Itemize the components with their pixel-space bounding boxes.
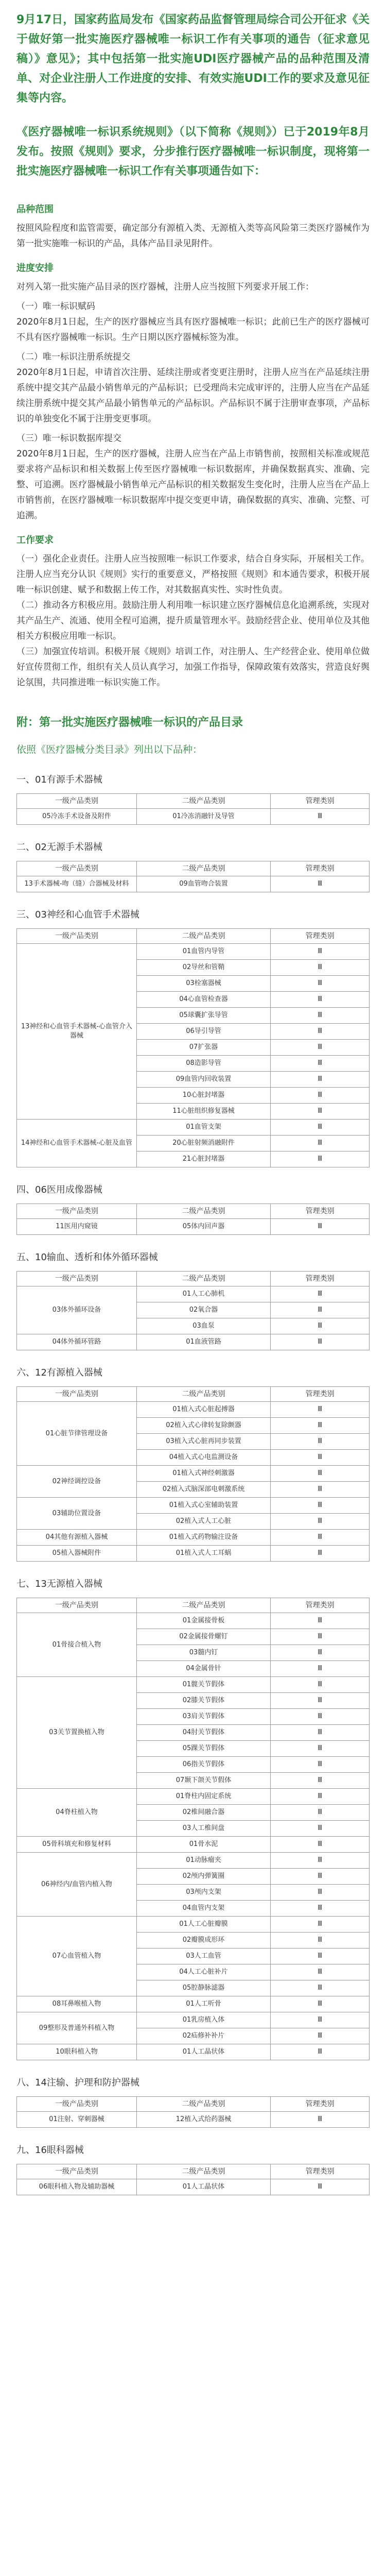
cell-second-category: 09血管内回收装置	[136, 1072, 270, 1088]
cell-management-class: Ⅲ	[271, 1948, 370, 1964]
cell-second-category: 01骨水泥	[136, 1837, 270, 1853]
cell-second-category: 21心脏封堵器	[136, 1151, 270, 1167]
cell-management-class: Ⅲ	[271, 1219, 370, 1235]
appendix-title: 附：第一批实施医疗器械唯一标识的产品目录	[16, 716, 243, 729]
header-management-class: 管理类别	[271, 1598, 370, 1613]
table-row	[17, 1853, 370, 1869]
cell-management-class: Ⅲ	[271, 1901, 370, 1917]
table-row	[17, 1334, 370, 1350]
intro-paragraph-1: 9月17日，国家药监局发布《国家药品监督管理局综合司公开征求《关于做好第一批实施医疗器械唯一标识工作有关事项的通告（征求意见稿）》意见》；其中包括第一批实施UDI医疗器械产品的品种范围及清单、对企业注册人工作进度的安排、有效实施UDI工作的要求及意见征集等内容。	[16, 13, 370, 105]
header-management-class: 管理类别	[271, 1272, 370, 1286]
table-row	[17, 2179, 370, 2195]
cell-management-class: Ⅲ	[271, 1964, 370, 1980]
cell-management-class: Ⅲ	[271, 1853, 370, 1869]
cell-second-category: 02导丝和管鞘	[136, 960, 270, 976]
table-row	[17, 1286, 370, 1302]
cell-second-category: 03人工椎间盘	[136, 1821, 270, 1837]
cell-second-category: 06指关节假体	[136, 1757, 270, 1773]
cell-second-category: 05踝关节假体	[136, 1741, 270, 1757]
cell-second-category: 03栓塞器械	[136, 976, 270, 992]
table-header-row	[17, 1272, 370, 1286]
header-second-category: 二级产品类别	[136, 861, 270, 876]
table-row	[17, 2112, 370, 2128]
table-row	[17, 1677, 370, 1693]
cell-second-category: 04植入式心电监测设备	[136, 1450, 270, 1466]
cell-first-category: 05植入器械附件	[17, 1546, 137, 1562]
schedule-item-2-text: 2020年8月1日起，申请首次注册、延续注册或者变更注册时，注册人应当在产品延续注册系统中提交其产品最小销售单元的产品标识；已受理尚未完成审评的，注册人应当在产品延续注册系统中提交其产品最小销售单元的产品标识。产品标识不属于注册审查事项，产品标识的单独变化不属于注册变更事项。	[16, 367, 370, 424]
cell-management-class: Ⅲ	[271, 960, 370, 976]
cell-management-class: Ⅲ	[271, 809, 370, 825]
cell-management-class: Ⅲ	[271, 1757, 370, 1773]
cell-second-category: 01植入式心室辅助装置	[136, 1498, 270, 1514]
header-second-category: 二级产品类别	[136, 2164, 270, 2179]
cell-second-category: 01髋关节假体	[136, 1677, 270, 1693]
header-management-class: 管理类别	[271, 1204, 370, 1219]
cell-second-category: 01动脉瘤夹	[136, 1853, 270, 1869]
header-management-class: 管理类别	[271, 1387, 370, 1402]
cell-second-category: 01植入式心脏起搏器	[136, 1402, 270, 1418]
cell-first-category: 10眼科植入物	[17, 2044, 137, 2060]
table-row	[17, 1498, 370, 1514]
category-table	[16, 1386, 370, 1562]
cell-second-category: 07颞下颌关节假体	[136, 1773, 270, 1789]
cell-second-category: 03血泵	[136, 1318, 270, 1334]
cell-second-category: 01血管内导管	[136, 944, 270, 960]
cell-first-category: 05骨科填充和修复材料	[17, 1837, 137, 1853]
header-first-category: 一级产品类别	[17, 929, 137, 944]
header-first-category: 一级产品类别	[17, 1387, 137, 1402]
cell-management-class: Ⅲ	[271, 1980, 370, 1996]
cell-management-class: Ⅲ	[271, 1466, 370, 1482]
table-header-row	[17, 1598, 370, 1613]
cell-second-category: 01人工心脏瓣膜	[136, 1917, 270, 1933]
table-header-row	[17, 2164, 370, 2179]
category-title: 四、06医用成像器械	[16, 1184, 102, 1195]
cell-management-class: Ⅲ	[271, 976, 370, 992]
cell-management-class: Ⅲ	[271, 1450, 370, 1466]
category-title: 七、13无源植入器械	[16, 1579, 102, 1589]
category-table	[16, 928, 370, 1167]
table-row	[17, 1530, 370, 1546]
header-second-category: 二级产品类别	[136, 794, 270, 809]
category-table	[16, 2096, 370, 2128]
header-management-class: 管理类别	[271, 2097, 370, 2112]
cell-management-class: Ⅲ	[271, 1677, 370, 1693]
table-row	[17, 1219, 370, 1235]
cell-second-category: 02瓣膜成形环	[136, 1933, 270, 1948]
header-first-category: 一级产品类别	[17, 794, 137, 809]
cell-management-class: Ⅲ	[271, 1418, 370, 1434]
cell-management-class: Ⅲ	[271, 1072, 370, 1088]
header-second-category: 二级产品类别	[136, 1204, 270, 1219]
cell-management-class: Ⅲ	[271, 1334, 370, 1350]
intro-paragraph-2: 《医疗器械唯一标识系统规则》（以下简称《规则》）已于2019年8月发布。按照《规则》要求，分步推行医疗器械唯一标识制度，现将第一批实施医疗器械唯一标识工作有关事项通告如下：	[16, 126, 370, 178]
table-row	[17, 1613, 370, 1629]
cell-second-category: 03人工血管	[136, 1948, 270, 1964]
table-row	[17, 1917, 370, 1933]
cell-management-class: Ⅲ	[271, 2044, 370, 2060]
category-table	[16, 1598, 370, 2060]
header-first-category: 一级产品类别	[17, 1204, 137, 1219]
cell-management-class: Ⅲ	[271, 1514, 370, 1530]
cell-second-category: 03肩关节假体	[136, 1709, 270, 1725]
table-row	[17, 1402, 370, 1418]
header-first-category: 一级产品类别	[17, 1598, 137, 1613]
cell-first-category: 06眼科植入物及辅助器械	[17, 2179, 137, 2195]
cell-second-category: 01人工晶状体	[136, 2044, 270, 2060]
cell-second-category: 02椎间融合器	[136, 1805, 270, 1821]
category-table	[16, 793, 370, 825]
table-row	[17, 1789, 370, 1805]
cell-management-class: Ⅲ	[271, 1869, 370, 1885]
category-table	[16, 861, 370, 892]
cell-second-category: 08造影导管	[136, 1056, 270, 1072]
cell-management-class: Ⅲ	[271, 1008, 370, 1024]
cell-second-category: 01植入式药物输注设备	[136, 1530, 270, 1546]
cell-management-class: Ⅲ	[271, 1821, 370, 1837]
header-management-class: 管理类别	[271, 929, 370, 944]
category-title: 六、12有源植入器械	[16, 1367, 102, 1378]
cell-second-category: 01人工晶状体	[136, 2179, 270, 2195]
cell-management-class: Ⅲ	[271, 1917, 370, 1933]
schedule-item-1-title: （一）唯一标识赋码	[16, 301, 95, 312]
cell-second-category: 20心脏射频消融附件	[136, 1136, 270, 1151]
header-management-class: 管理类别	[271, 861, 370, 876]
cell-second-category: 03颅内支架	[136, 1885, 270, 1901]
cell-first-category: 09整形及普通外科植入物	[17, 2012, 137, 2044]
schedule-item-2-title: （二）唯一标识注册系统提交	[16, 352, 130, 362]
header-first-category: 一级产品类别	[17, 2097, 137, 2112]
cell-first-category: 01心脏节律管理设备	[17, 1402, 137, 1466]
cell-management-class: Ⅲ	[271, 1546, 370, 1562]
cell-second-category: 01人工听骨	[136, 1996, 270, 2012]
cell-management-class: Ⅲ	[271, 1286, 370, 1302]
table-row	[17, 1996, 370, 2012]
cell-second-category: 02金属接骨螺钉	[136, 1629, 270, 1645]
category-table	[16, 1271, 370, 1350]
cell-management-class: Ⅲ	[271, 1056, 370, 1072]
cell-management-class: Ⅲ	[271, 1434, 370, 1450]
cell-second-category: 02植入式脑深部电刺激系统	[136, 1482, 270, 1498]
work-item-2: （二）推动各方积极应用。鼓励注册人利用唯一标识建立医疗器械信息化追溯系统，实现对其产品生产、流通、使用全程可追溯，提升质量管理水平。鼓励经营企业、使用单位及其他相关方积极应用唯一标识。	[16, 600, 370, 641]
cell-management-class: Ⅲ	[271, 1693, 370, 1709]
cell-management-class: Ⅲ	[271, 1482, 370, 1498]
cell-second-category: 02植入式人工心脏	[136, 1514, 270, 1530]
category-table	[16, 2164, 370, 2195]
cell-management-class: Ⅲ	[271, 1318, 370, 1334]
cell-second-category: 01人工心肺机	[136, 1286, 270, 1302]
cell-first-category: 08耳鼻喉植入物	[17, 1996, 137, 2012]
cell-first-category: 04脊柱植入物	[17, 1789, 137, 1837]
category-title: 八、14注输、护理和防护器械	[16, 2077, 139, 2088]
cell-second-category: 02植入式心律转复除颤器	[136, 1418, 270, 1434]
cell-management-class: Ⅲ	[271, 1530, 370, 1546]
cell-second-category: 01乳房植入体	[136, 2012, 270, 2028]
cell-first-category: 02神经调控设备	[17, 1466, 137, 1498]
cell-management-class: Ⅲ	[271, 1024, 370, 1040]
cell-management-class: Ⅲ	[271, 1302, 370, 1318]
cell-management-class: Ⅲ	[271, 1136, 370, 1151]
cell-second-category: 03髓内钉	[136, 1645, 270, 1661]
cell-management-class: Ⅲ	[271, 1613, 370, 1629]
schedule-item-3-text: 2020年8月1日起，生产的医疗器械，注册人应当在产品上市销售前，按照相关标准或规范要求将产品标识和相关数据上传至医疗器械唯一标识数据库，并确保数据真实、准确、完整、可追溯。医疗器械最小销售单元产品标识的相关数据发生变化时，注册人应当在产品上市销售前，在医疗器械唯一标识数据库中提交变更申请，确保数据的真实、准确、完整、可追溯。	[16, 449, 370, 521]
cell-management-class: Ⅲ	[271, 1805, 370, 1821]
category-title: 九、16眼科器械	[16, 2145, 84, 2156]
cell-management-class: Ⅲ	[271, 1741, 370, 1757]
header-second-category: 二级产品类别	[136, 2097, 270, 2112]
intro-section	[0, 0, 386, 193]
schedule-intro: 对列入第一批实施产品目录的医疗器械，注册人应当按照下列要求开展工作：	[16, 282, 314, 292]
cell-first-category: 03关节置换植入物	[17, 1677, 137, 1789]
cell-second-category: 10心脏封堵器	[136, 1088, 270, 1104]
cell-second-category: 05体内回声器	[136, 1219, 270, 1235]
cell-management-class: Ⅲ	[271, 1837, 370, 1853]
cell-second-category: 03植入式心脏再同步装置	[136, 1434, 270, 1450]
table-row	[17, 2012, 370, 2028]
cell-second-category: 01植入式神经刺激器	[136, 1466, 270, 1482]
cell-second-category: 07扩张器	[136, 1040, 270, 1056]
work-item-1: （一）强化企业责任。注册人应当按照唯一标识工作要求，结合自身实际，开展相关工作。注册人应当充分认识《规则》实行的重要意义，严格按照《规则》和本通告要求，积极开展唯一标识创建、赋予和数据上传工作，对其数据真实性、实时性负责。	[16, 554, 370, 595]
header-second-category: 二级产品类别	[136, 929, 270, 944]
header-second-category: 二级产品类别	[136, 1387, 270, 1402]
cell-second-category: 02膝关节假体	[136, 1693, 270, 1709]
cell-management-class: Ⅲ	[271, 1725, 370, 1741]
cell-management-class: Ⅲ	[271, 944, 370, 960]
table-row	[17, 1466, 370, 1482]
cell-management-class: Ⅲ	[271, 1933, 370, 1948]
cell-management-class: Ⅲ	[271, 1088, 370, 1104]
scope-heading: 品种范围	[16, 204, 54, 215]
cell-second-category: 02氧合器	[136, 1302, 270, 1318]
cell-second-category: 11心脏组织修复器械	[136, 1104, 270, 1120]
table-header-row	[17, 861, 370, 876]
cell-second-category: 01植入式人工耳蜗	[136, 1546, 270, 1562]
cell-second-category: 01血液管路	[136, 1334, 270, 1350]
cell-first-category: 04体外循环管路	[17, 1334, 137, 1350]
cell-first-category: 11医用内窥镜	[17, 1219, 137, 1235]
cell-second-category: 09血管吻合装置	[136, 876, 270, 892]
cell-management-class: Ⅲ	[271, 1645, 370, 1661]
cell-second-category: 06导引导管	[136, 1024, 270, 1040]
table-row	[17, 809, 370, 825]
category-title: 一、01有源手术器械	[16, 774, 102, 785]
category-title: 五、10输血、透析和体外循环器械	[16, 1252, 158, 1263]
table-row	[17, 1837, 370, 1853]
cell-first-category: 13手术器械-吻（缝）合器械及材料	[17, 876, 137, 892]
cell-management-class: Ⅲ	[271, 1885, 370, 1901]
header-management-class: 管理类别	[271, 794, 370, 809]
cell-second-category: 01血管支架	[136, 1120, 270, 1136]
cell-first-category: 04其他有源植入器械	[17, 1530, 137, 1546]
cell-management-class: Ⅲ	[271, 2179, 370, 2195]
header-first-category: 一级产品类别	[17, 1272, 137, 1286]
table-row	[17, 876, 370, 892]
header-second-category: 二级产品类别	[136, 1598, 270, 1613]
header-management-class: 管理类别	[271, 2164, 370, 2179]
cell-management-class: Ⅲ	[271, 876, 370, 892]
category-title: 二、02无源手术器械	[16, 842, 102, 853]
header-second-category: 二级产品类别	[136, 1272, 270, 1286]
schedule-heading: 进度安排	[16, 263, 54, 274]
appendix-intro: 依照《医疗器械分类目录》列出以下品种：	[16, 744, 203, 755]
cell-management-class: Ⅲ	[271, 1629, 370, 1645]
cell-second-category: 04心血管检查器	[136, 992, 270, 1008]
header-first-category: 一级产品类别	[17, 2164, 137, 2179]
cell-second-category: 04人工心脏补片	[136, 1964, 270, 1980]
cell-second-category: 02疝修补补片	[136, 2028, 270, 2044]
cell-second-category: 02颅内弹簧圈	[136, 1869, 270, 1885]
work-item-3: （三）加强宣传培训。积极开展《规则》培训工作，对注册人、生产经营企业、使用单位做好宣传贯彻工作，组织有关人员认真学习，加强工作指导，保障政策有效落实，营造良好舆论氛围，共同推进唯一标识实施工作。	[16, 647, 370, 688]
scope-text: 按照风险程度和监管需要，确定部分有源植入类、无源植入类等高风险第三类医疗器械作为第一批实施唯一标识的产品，具体产品目录见附件。	[16, 223, 370, 249]
work-heading: 工作要求	[16, 535, 54, 546]
cell-management-class: Ⅲ	[271, 992, 370, 1008]
schedule-item-1-text: 2020年8月1日起，生产的医疗器械应当具有医疗器械唯一标识；此前已生产的医疗器械可不具有医疗器械唯一标识。生产日期以医疗器械标签为准。	[16, 317, 370, 343]
notice-body	[0, 202, 386, 690]
cell-first-category: 01骨接合植入物	[17, 1613, 137, 1677]
table-row	[17, 1546, 370, 1562]
cell-management-class: Ⅲ	[271, 1789, 370, 1805]
category-table	[16, 1204, 370, 1235]
table-row	[17, 944, 370, 960]
cell-second-category: 05腔静脉滤器	[136, 1980, 270, 1996]
cell-first-category: 01注射、穿刺器械	[17, 2112, 137, 2128]
cell-management-class: Ⅲ	[271, 1773, 370, 1789]
category-title: 三、03神经和心血管手术器械	[16, 909, 139, 920]
cell-management-class: Ⅲ	[271, 2012, 370, 2028]
table-header-row	[17, 1387, 370, 1402]
table-header-row	[17, 1204, 370, 1219]
table-header-row	[17, 929, 370, 944]
table-header-row	[17, 794, 370, 809]
cell-management-class: Ⅲ	[271, 1104, 370, 1120]
cell-management-class: Ⅲ	[271, 1120, 370, 1136]
cell-management-class: Ⅲ	[271, 1709, 370, 1725]
table-row	[17, 2044, 370, 2060]
cell-management-class: Ⅲ	[271, 2028, 370, 2044]
cell-management-class: Ⅲ	[271, 1498, 370, 1514]
cell-second-category: 05球囊扩张导管	[136, 1008, 270, 1024]
cell-second-category: 04金属骨针	[136, 1661, 270, 1677]
cell-management-class: Ⅲ	[271, 1040, 370, 1056]
cell-second-category: 04血管内支架	[136, 1901, 270, 1917]
cell-second-category: 04肘关节假体	[136, 1725, 270, 1741]
cell-management-class: Ⅲ	[271, 1151, 370, 1167]
cell-management-class: Ⅲ	[271, 1402, 370, 1418]
schedule-item-3-title: （三）唯一标识数据库提交	[16, 433, 121, 444]
cell-first-category: 03体外循环设备	[17, 1286, 137, 1334]
cell-second-category: 01冷冻消融针及导管	[136, 809, 270, 825]
category-list	[0, 773, 386, 2195]
cell-first-category: 06神经内/血管内植入物	[17, 1853, 137, 1917]
header-first-category: 一级产品类别	[17, 861, 137, 876]
cell-first-category: 05冷冻手术设备及附件	[17, 809, 137, 825]
table-header-row	[17, 2097, 370, 2112]
table-row	[17, 1120, 370, 1136]
cell-second-category: 01脊柱内固定系统	[136, 1789, 270, 1805]
cell-first-category: 03辅助位置设备	[17, 1498, 137, 1530]
cell-management-class: Ⅲ	[271, 2112, 370, 2128]
cell-first-category: 07心血管植入物	[17, 1917, 137, 1996]
cell-second-category: 01金属接骨板	[136, 1613, 270, 1629]
cell-first-category: 13神经和心血管手术器械-心血管介入器械	[17, 944, 137, 1120]
cell-management-class: Ⅲ	[271, 1996, 370, 2012]
cell-second-category: 12植入式给药器械	[136, 2112, 270, 2128]
cell-first-category: 14神经和心血管手术器械-心脏及血管	[17, 1120, 137, 1167]
cell-management-class: Ⅲ	[271, 1661, 370, 1677]
